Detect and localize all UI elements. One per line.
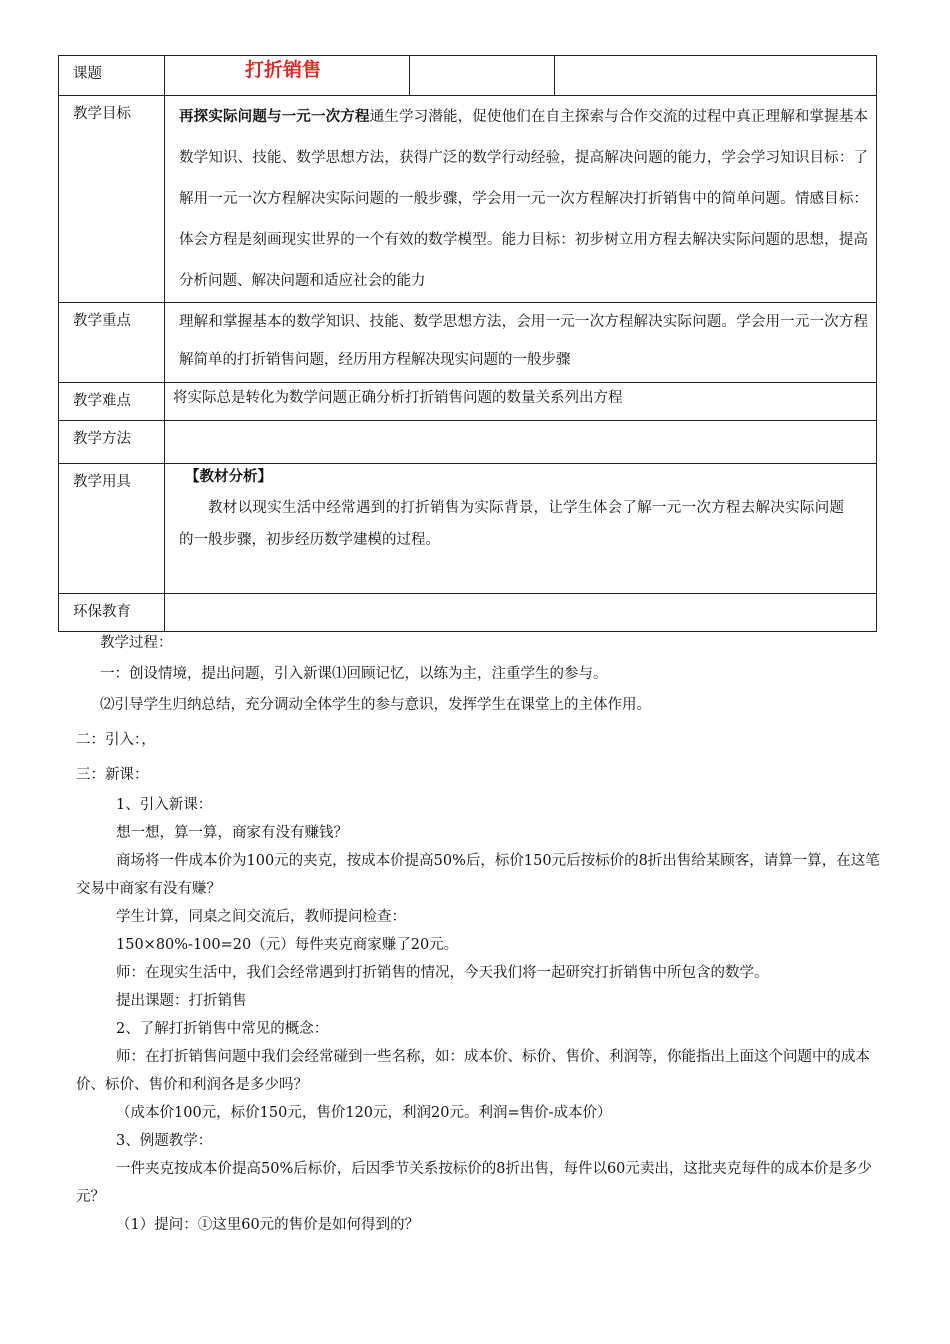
process-line: （1）提问：①这里60元的售价是如何得到的？ <box>116 1217 420 1233</box>
teaching-process <box>72 628 888 1239</box>
row-difficulties <box>59 383 877 421</box>
lesson-title: 打折销售 <box>245 59 322 81</box>
row-env <box>59 594 877 632</box>
value-tools <box>165 464 877 594</box>
value-difficulties: 将实际总是转化为数学问题正确分析打折销售问题的数量关系列出方程 <box>165 383 877 421</box>
process-line: 150×80%-100=20（元）每件夹克商家赚了20元。 <box>116 937 459 953</box>
label-goals: 教学目标 <box>59 96 165 303</box>
process-line: 师：在现实生活中，我们会经常遇到打折销售的情况，今天我们将一起研究打折销售中所包含的数学。 <box>116 965 769 981</box>
empty-cell <box>410 56 555 96</box>
tools-heading: 【教材分析】 <box>185 468 272 485</box>
process-line: 2、了解打折销售中常见的概念： <box>116 1021 329 1037</box>
process-line: 学生计算，同桌之间交流后，教师提问检查： <box>116 909 406 925</box>
process-line: 一：创设情境，提出问题，引入新课⑴回顾记忆，以练为主，注重学生的参与。 <box>100 666 608 682</box>
label-key-points: 教学重点 <box>59 303 165 383</box>
empty-cell <box>555 56 877 96</box>
label-difficulties: 教学难点 <box>59 383 165 421</box>
value-title <box>165 56 410 96</box>
goals-bold-lead: 再探实际问题与一元一次方程 <box>179 108 370 125</box>
process-line: 三：新课： <box>76 767 149 783</box>
label-tools: 教学用具 <box>59 464 165 594</box>
process-heading: 教学过程： <box>100 635 173 651</box>
process-line: 提出课题：打折销售 <box>116 993 247 1009</box>
label-methods: 教学方法 <box>59 421 165 464</box>
process-line: 二：引入：， <box>76 732 156 748</box>
value-key-points: 理解和掌握基本的数学知识、技能、数学思想方法，会用一元一次方程解决实际问题。学会用一元一次方程解简单的打折销售问题，经历用方程解决现实问题的一般步骤 <box>165 303 877 383</box>
process-line: 想一想，算一算，商家有没有赚钱？ <box>116 825 348 841</box>
process-line: 师：在打折销售问题中我们会经常碰到一些名称，如：成本价、标价、售价、利润等，你能指出上面这个问题中的成本价、标价、售价和利润各是多少吗？ <box>76 1049 870 1093</box>
process-line: 1、引入新课： <box>116 797 213 813</box>
value-goals <box>165 96 877 303</box>
process-line: 3、例题教学： <box>116 1133 213 1149</box>
process-line: （成本价100元，标价150元，售价120元，利润20元。利润=售价-成本价） <box>116 1105 612 1121</box>
process-line: 一件夹克按成本价提高50%后标价，后因季节关系按标价的8折出售，每件以60元卖出，这批夹克每件的成本价是多少元？ <box>76 1161 872 1205</box>
value-methods <box>165 421 877 464</box>
row-key-points <box>59 303 877 383</box>
process-line: 商场将一件成本价为100元的夹克，按成本价提高50%后，标价150元后按标价的8折出售给某顾客，请算一算，在这笔交易中商家有没有赚？ <box>76 853 880 897</box>
label-env: 环保教育 <box>59 594 165 632</box>
tools-text: 教材以现实生活中经常遇到的打折销售为实际背景，让学生体会了解一元一次方程去解决实际问题的一般步骤，初步经历数学建模的过程。 <box>179 500 844 548</box>
row-tools <box>59 464 877 594</box>
process-line: ⑵引导学生归纳总结，充分调动全体学生的参与意识，发挥学生在课堂上的主体作用。 <box>100 697 651 713</box>
row-goals <box>59 96 877 303</box>
label-title: 课题 <box>59 56 165 96</box>
row-methods <box>59 421 877 464</box>
lesson-plan-table <box>58 55 876 632</box>
value-env <box>165 594 877 632</box>
goals-text: 通生学习潜能，促使他们在自主探索与合作交流的过程中真正理解和掌握基本数学知识、技能、数学思想方法，获得广泛的数学行动经验，提高解决问题的能力，学会学习知识目标：了解用一元一次方程解决实际问题的一般步骤，学会用一元一次方程解决打折销售中的简单问题。情感目标：体会方程是刻画现实世界的一个有效的数学模型。能力目标：初步树立用方程去解决实际问题的思想，提高分析问题、解决问题和适应社会的能力 <box>179 109 869 289</box>
row-title <box>59 56 877 96</box>
